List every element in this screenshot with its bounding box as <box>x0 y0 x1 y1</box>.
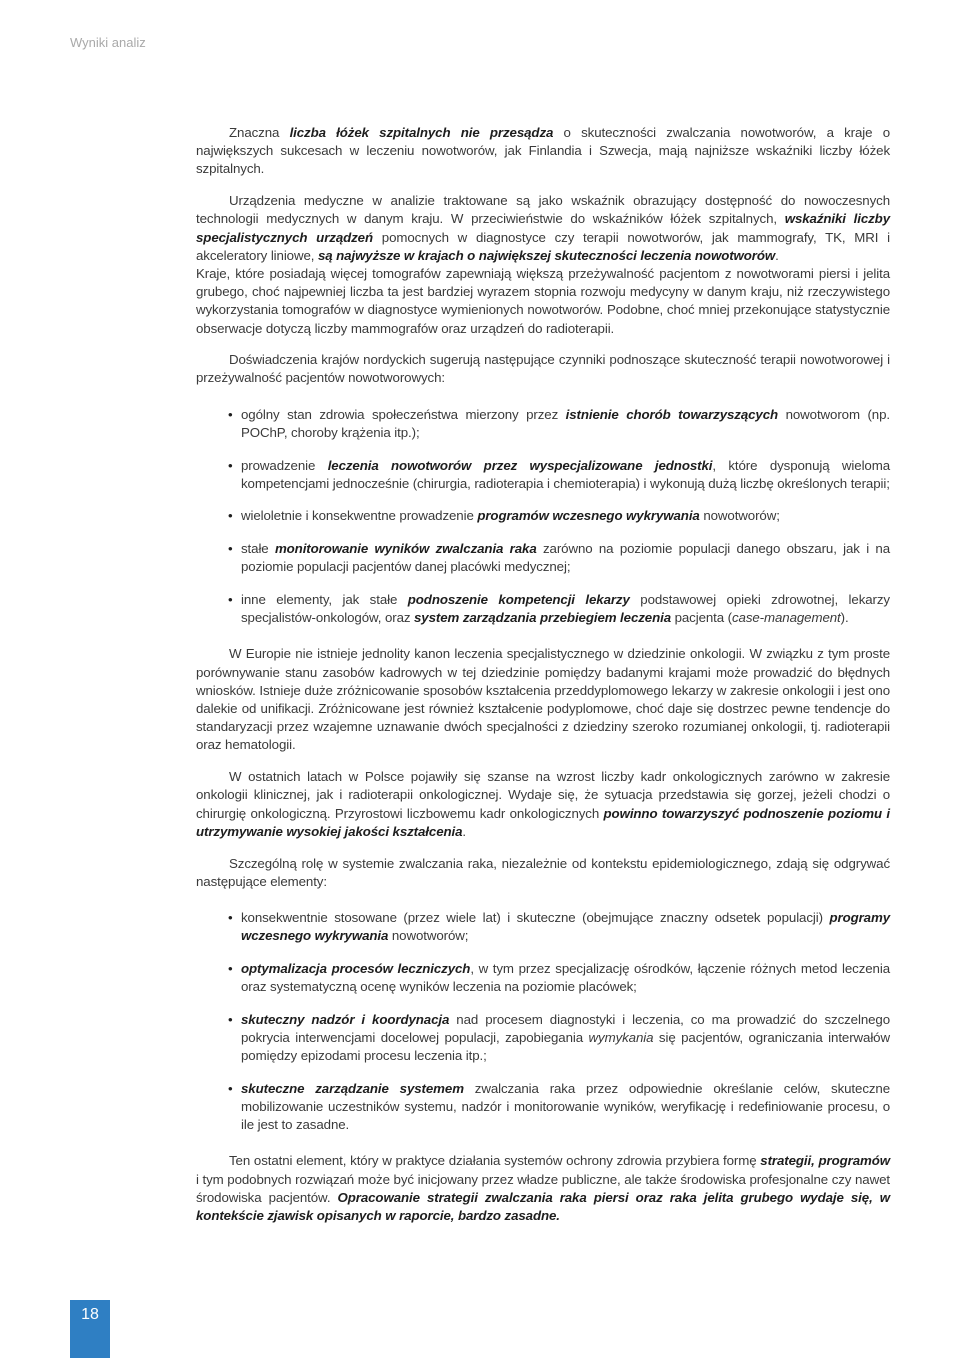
text: , w tym przez specjalizację ośrodków, łączenie różnych metod leczenia oraz systematyczną ocenę wyników leczenia na poziomie placówek; <box>241 960 891 995</box>
emphasis: skuteczny nadzór i koordynacja <box>241 1011 450 1027</box>
list-item <box>196 1011 890 1066</box>
text: i tym podobnych rozwiązań może być inicjowany przez władze publiczne, ale także środowiska profesjonalne czy nawet środowiska pacjentów. <box>196 1171 890 1205</box>
text: Szczególną rolę w systemie zwalczania raka, niezależnie od kontekstu epidemiologicznego, zdają się odgrywać następujące elementy: <box>196 855 890 889</box>
paragraph-8 <box>196 1152 890 1225</box>
text: inne elementy, jak stałe <box>241 592 408 608</box>
list-item <box>196 591 890 627</box>
bullet-icon: • <box>228 406 233 422</box>
list-item <box>196 406 890 442</box>
text: Kraje, które posiadają więcej tomografów zapewniają większą przeżywalność pacjentom z nowotworami piersi i jelita grubego, choć najpewniej liczba ta jest bardziej wyrazem stopnia rozwoju medycyny w danym kraju, niż rzeczywistego wykorzystania tomografów w diagnostyce wymienionych nowotworów. Podobne, choć mniej przekonujące statystycznie obserwacje dotyczą liczby mammografów oraz urządzeń do radioterapii. <box>196 265 890 336</box>
paragraph-2 <box>196 192 890 265</box>
bullet-icon: • <box>228 1080 233 1096</box>
text: . <box>775 247 779 263</box>
bullet-icon: • <box>228 909 233 925</box>
body-text <box>196 124 890 1239</box>
italic-text: wymykania <box>588 1029 654 1045</box>
page-number: 18 <box>81 1306 99 1323</box>
text: prowadzenie <box>241 457 328 473</box>
bullet-icon: • <box>228 1011 233 1027</box>
list-item <box>196 507 890 525</box>
paragraph-3 <box>196 265 890 338</box>
list-item <box>196 909 890 945</box>
text: zwalczania raka przez odpowiednie określanie celów, skuteczne mobilizowanie uczestników systemu, nadzór i monitorowanie wyników, weryfikację i redefiniowanie procesu, o ile jest to zasadne. <box>241 1080 891 1133</box>
paragraph-5 <box>196 645 890 754</box>
emphasis: są najwyższe w krajach o największej skuteczności leczenia nowotworów <box>317 247 776 263</box>
section-title: Wyniki analiz <box>70 35 146 50</box>
text: zarówno na poziomie populacji danego obszaru, jak i na poziomie populacji pacjentów danej placówki medycznej; <box>241 541 890 575</box>
text: W Europie nie istnieje jednolity kanon leczenia specjalistycznego w dziedzinie onkologii. W związku z tym proste porównywanie stanu zasobów kadrowych w tej dziedzinie pomiędzy badanymi krajami może prowadzić do błędnych wniosków. Istnieje duże zróżnicowanie sposobów kształcenia przeddyplomowego lekarzy w zakresie onkologii i jest ono dalekie od unifikacji. Zróżnicowane jest również kształcenie podyplomowe, choć daje się dostrzec pewne tendencje do standaryzacji przez wzajemne uznawanie dwóch specjalności z dziedziny szeroko rozumianej onkologii, tj. radioterapii oraz hematologii. <box>196 646 890 753</box>
emphasis: system zarządzania przebiegiem leczenia <box>414 610 671 626</box>
emphasis: powinno towarzyszyć podnoszenie poziomu i utrzymywanie wysokiej jakości kształcenia <box>196 805 891 839</box>
text: nowotworom (np. POChP, choroby krążenia itp.); <box>241 406 890 440</box>
emphasis: Opracowanie strategii zwalczania raka piersi oraz raka jelita grubego wydaje się, w kontekście zjawisk opisanych w raporcie, bardzo zasadne. <box>196 1189 890 1224</box>
text: Znaczna <box>229 125 290 140</box>
bullet-icon: • <box>228 541 233 557</box>
emphasis: programy wczesnego wykrywania <box>241 909 890 944</box>
paragraph-6 <box>196 768 890 841</box>
factors-list <box>196 406 890 628</box>
text: nowotworów; <box>388 928 469 944</box>
emphasis: optymalizacja procesów leczniczych <box>241 960 471 976</box>
text: Doświadczenia krajów nordyckich sugerują następujące czynniki podnoszące skuteczność terapii nowotworowej i przeżywalność pacjentów nowotworowych: <box>196 352 890 386</box>
emphasis: wskaźniki liczby specjalistycznych urządzeń <box>196 211 890 245</box>
paragraph-7 <box>196 855 890 891</box>
paragraph-4 <box>196 351 890 387</box>
text: W ostatnich latach w Polsce pojawiły się szanse na wzrost liczby kadr onkologicznych zarówno w zakresie onkologii klinicznej, jak i radioterapii onkologicznej. Wydaje się, że sytuacja przedstawia się gorzej, jeżeli chodzi o chirurgię onkologiczną. Przyrostowi liczbowemu kadr onkologicznych <box>196 769 890 821</box>
text: pacjenta ( <box>671 610 732 626</box>
emphasis: strategii, programów <box>760 1153 890 1169</box>
bullet-icon: • <box>228 960 233 976</box>
text: wieloletnie i konsekwentne prowadzenie <box>241 508 478 524</box>
text: podstawowej opieki zdrowotnej, lekarzy specjalistów-onkologów, oraz <box>241 592 890 626</box>
emphasis: programów wczesnego wykrywania <box>477 508 700 524</box>
list-item <box>196 960 890 996</box>
emphasis: podnoszenie kompetencji lekarzy <box>407 592 630 608</box>
list-item <box>196 1080 890 1135</box>
bullet-icon: • <box>228 592 233 608</box>
text: Ten ostatni element, który w praktyce działania systemów ochrony zdrowia przybiera formę <box>229 1153 761 1169</box>
text: konsekwentnie stosowane (przez wiele lat) i skuteczne (obejmujące znaczny odsetek populacji) <box>241 909 830 925</box>
list-item <box>196 457 890 493</box>
emphasis: skuteczne zarządzanie systemem <box>241 1080 464 1096</box>
paragraph-1 <box>196 124 890 179</box>
italic-text: case-management <box>732 610 841 626</box>
text: , które dysponują wieloma kompetencjami jednocześnie (chirurgia, radioterapia i chemioterapia) i wykonują dużą liczbę określonych terapii; <box>241 457 891 491</box>
text: nad procesem diagnostyki i leczenia, co ma prowadzić do szczelnego pokrycia interwencjami docelowej populacji, zapobiegania <box>241 1011 890 1045</box>
emphasis: liczba łóżek szpitalnych nie przesądza <box>289 125 554 140</box>
emphasis: monitorowanie wyników zwalczania raka <box>274 541 537 557</box>
text: pomocnych w diagnostyce czy terapii nowotworów, jak mammografy, TK, MRI i akceleratory liniowe, <box>196 229 890 263</box>
text: ogólny stan zdrowia społeczeństwa mierzony przez <box>241 406 566 422</box>
text: . <box>462 823 467 839</box>
list-item <box>196 540 890 576</box>
text: ). <box>840 610 849 626</box>
elements-list <box>196 909 890 1135</box>
bullet-icon: • <box>228 457 233 473</box>
text: nowotworów; <box>699 508 780 524</box>
text: się pacjentów, ograniczania interwałów pomiędzy epizodami procesu leczenia itp.; <box>241 1029 890 1064</box>
text: stałe <box>241 541 275 557</box>
bullet-icon: • <box>228 508 233 524</box>
text: o skuteczności zwalczania nowotworów, a kraje o największych sukcesach w leczeniu nowotworów, jak Finlandia i Szwecja, mają najniższe wskaźniki liczby łóżek szpitalnych. <box>196 125 890 177</box>
emphasis: leczenia nowotworów przez wyspecjalizowane jednostki <box>327 457 713 473</box>
emphasis: istnienie chorób towarzyszących <box>565 406 779 422</box>
text: Urządzenia medyczne w analizie traktowane są jako wskaźnik obrazujący dostępność do nowoczesnych technologii medycznych w danym kraju. W przeciwieństwie do wskaźników łóżek szpitalnych, <box>196 193 890 227</box>
